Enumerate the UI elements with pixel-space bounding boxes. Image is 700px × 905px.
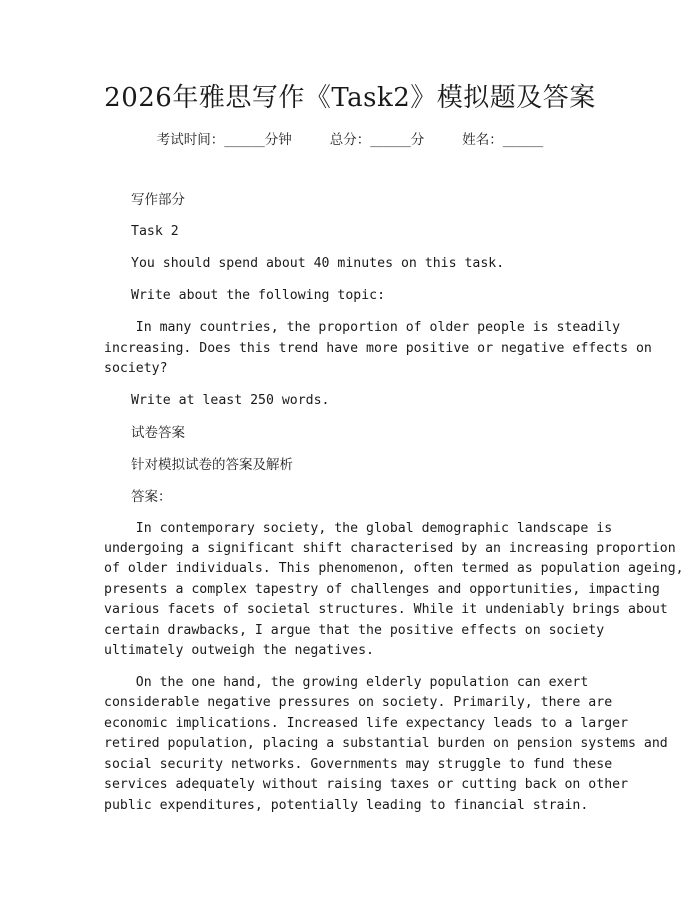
answer-p2-line: retired population, placing a substantial burden on pension systems and [104, 736, 668, 751]
answer-p2-line: public expenditures, potentially leading to financial strain. [104, 798, 589, 813]
answer-p1-line: ultimately outweigh the negatives. [104, 643, 374, 658]
answer-subheading: 针对模拟试卷的答案及解析 [131, 457, 293, 473]
exam-name-field: 姓名：______ [462, 132, 544, 148]
question-line: society? [104, 361, 168, 376]
answer-p1-line: of older individuals. This phenomenon, often termed as population ageing, [104, 561, 684, 576]
answer-p1-line: undergoing a significant shift characterised by an increasing proportion [104, 541, 676, 556]
answer-p2-line: social security networks. Governments may struggle to fund these [104, 757, 613, 772]
answer-p1-line: certain drawbacks, I argue that the positive effects on society [104, 623, 605, 638]
instruction-time: You should spend about 40 minutes on this task. [131, 256, 505, 271]
instruction-words: Write at least 250 words. [131, 393, 330, 408]
answer-p2-line: On the one hand, the growing elderly population can exert [104, 675, 589, 690]
answer-p1-line: In contemporary society, the global demographic landscape is [104, 521, 613, 536]
task-label: Task 2 [131, 224, 179, 239]
answer-p1-line: presents a complex tapestry of challenges and opportunities, impacting [104, 582, 660, 597]
answer-p1-line: various facets of societal structures. While it undeniably brings about [104, 602, 668, 617]
document-title: 2026年雅思写作《Task2》模拟题及答案 [104, 83, 596, 113]
answer-p2-line: services adequately without raising taxes or cutting back on other [104, 777, 629, 792]
question-line: increasing. Does this trend have more positive or negative effects on [104, 341, 652, 356]
answer-heading: 试卷答案 [131, 425, 185, 441]
exam-score-field: 总分：______分 [329, 132, 425, 148]
exam-time-field: 考试时间：______分钟 [156, 132, 292, 148]
exam-info-row [0, 130, 700, 150]
answer-p2-line: considerable negative pressures on society. Primarily, there are [104, 695, 613, 710]
instruction-topic: Write about the following topic: [131, 288, 386, 303]
question-line: In many countries, the proportion of older people is steadily [104, 320, 621, 335]
answer-p2-line: economic implications. Increased life expectancy leads to a larger [104, 716, 629, 731]
section-heading: 写作部分 [131, 192, 185, 208]
answer-label: 答案： [131, 489, 172, 505]
